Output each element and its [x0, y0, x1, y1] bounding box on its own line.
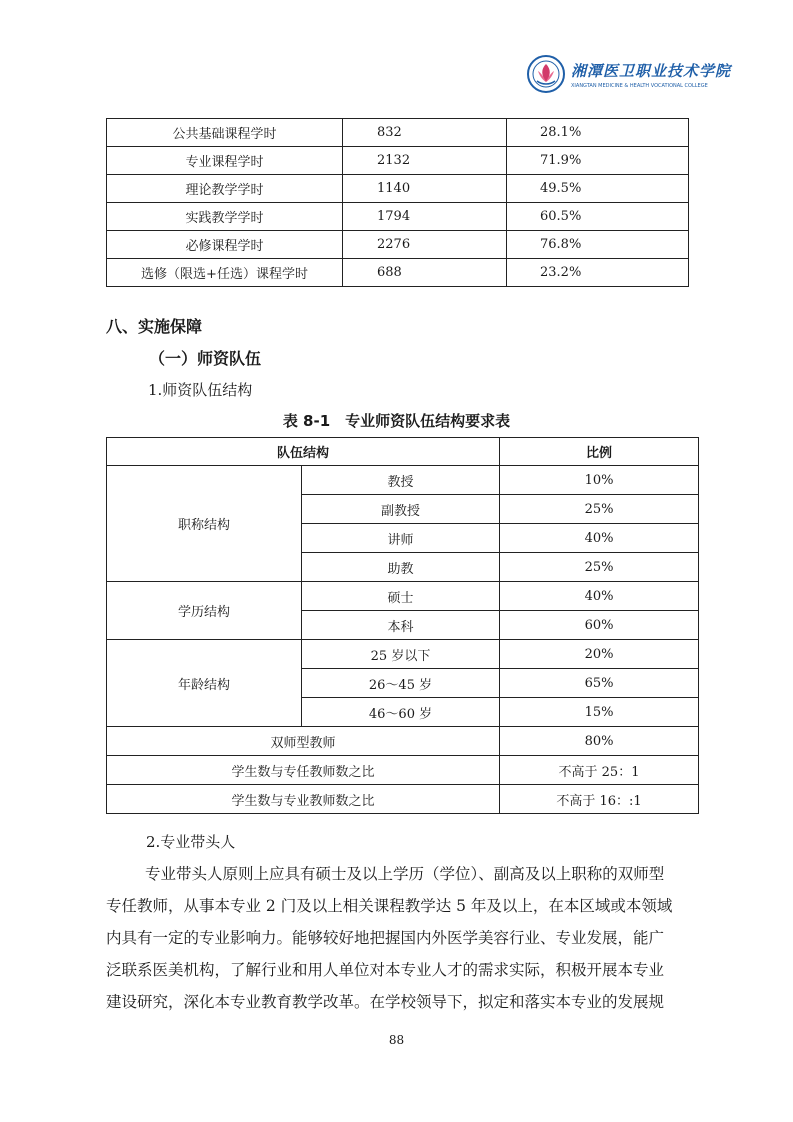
hours-value: 1794 [343, 203, 507, 231]
row-label: 25 岁以下 [302, 640, 500, 669]
row-label: 双师型教师 [107, 727, 500, 756]
group-title: 职称结构 [107, 466, 302, 582]
page-number: 88 [388, 1033, 405, 1047]
paragraph-line: 专任教师，从事本专业 2 门及以上相关课程教学达 5 年及以上，在本区域或本领域 [106, 897, 673, 915]
hours-label: 实践教学学时 [107, 203, 343, 231]
hours-ratio: 76.8% [507, 231, 689, 259]
row-label: 教授 [302, 466, 500, 495]
hours-label: 专业课程学时 [107, 147, 343, 175]
hours-value: 688 [343, 259, 507, 287]
hours-value: 2276 [343, 231, 507, 259]
paragraph-line: 泛联系医美机构，了解行业和用人单位对本专业人才的需求实际，积极开展本专业 [106, 961, 665, 979]
table-row [107, 147, 689, 175]
table-row [107, 203, 689, 231]
row-ratio: 60% [500, 611, 699, 640]
row-ratio: 40% [500, 582, 699, 611]
hours-label: 公共基础课程学时 [107, 119, 343, 147]
table-row [107, 785, 699, 814]
college-logo [527, 55, 731, 93]
row-ratio: 40% [500, 524, 699, 553]
hours-ratio: 60.5% [507, 203, 689, 231]
paragraph-line: 建设研究，深化本专业教育教学改革。在学校领导下，拟定和落实本专业的发展规 [106, 993, 665, 1011]
row-ratio: 10% [500, 466, 699, 495]
table-row [107, 640, 699, 669]
row-label: 本科 [302, 611, 500, 640]
row-ratio: 20% [500, 640, 699, 669]
table-row [107, 175, 689, 203]
header-ratio: 比例 [500, 438, 699, 466]
course-hours-table [106, 118, 689, 287]
hours-value: 832 [343, 119, 507, 147]
table-row [107, 756, 699, 785]
item-heading: 1.师资队伍结构 [148, 381, 253, 399]
group-age: 年龄结构 [107, 640, 302, 727]
row-ratio: 不高于 25：1 [500, 756, 699, 785]
hours-label: 选修（限选+任选）课程学时 [107, 259, 343, 287]
college-name-cn: 湘潭医卫职业技术学院 [571, 61, 732, 80]
row-ratio: 25% [500, 495, 699, 524]
row-ratio: 25% [500, 553, 699, 582]
row-label: 26～45 岁 [302, 669, 500, 698]
hours-ratio: 28.1% [507, 119, 689, 147]
hours-value: 2132 [343, 147, 507, 175]
paragraph-line: 专业带头人原则上应具有硕士及以上学历（学位）、副高及以上职称的双师型 [145, 865, 665, 883]
subsection-heading: （一）师资队伍 [149, 349, 262, 368]
row-ratio: 65% [500, 669, 699, 698]
table-row [107, 466, 699, 495]
group-education: 学历结构 [107, 582, 302, 640]
row-label: 副教授 [302, 495, 500, 524]
hours-label: 必修课程学时 [107, 231, 343, 259]
section-heading: 八、实施保障 [106, 317, 203, 336]
hours-ratio: 71.9% [507, 147, 689, 175]
table-row [107, 231, 689, 259]
body-paragraph [106, 858, 688, 1018]
row-label: 学生数与专任教师数之比 [107, 756, 500, 785]
row-ratio: 不高于 16：:1 [500, 785, 699, 814]
table-row [107, 259, 689, 287]
hours-ratio: 23.2% [507, 259, 689, 287]
staff-structure-table [106, 437, 699, 814]
hours-label: 理论教学学时 [107, 175, 343, 203]
row-ratio: 80% [500, 727, 699, 756]
table-row [107, 582, 699, 611]
item-heading: 2.专业带头人 [146, 833, 236, 851]
table-caption: 表 8-1 专业师资队伍结构要求表 [282, 412, 511, 430]
hours-ratio: 49.5% [507, 175, 689, 203]
table-row [107, 119, 689, 147]
college-name-en: XIANGTAN MEDICINE & HEALTH VOCATIONAL COLLEGE [571, 82, 708, 89]
table-row [107, 727, 699, 756]
hours-value: 1140 [343, 175, 507, 203]
row-label: 46～60 岁 [302, 698, 500, 727]
row-ratio: 15% [500, 698, 699, 727]
row-label: 学生数与专业教师数之比 [107, 785, 500, 814]
college-seal-icon [527, 55, 565, 93]
table-header-row [107, 438, 699, 466]
row-label: 讲师 [302, 524, 500, 553]
row-label: 硕士 [302, 582, 500, 611]
header-structure: 队伍结构 [107, 438, 500, 466]
row-label: 助教 [302, 553, 500, 582]
paragraph-line: 内具有一定的专业影响力。能够较好地把握国内外医学美容行业、专业发展，能广 [106, 929, 665, 947]
